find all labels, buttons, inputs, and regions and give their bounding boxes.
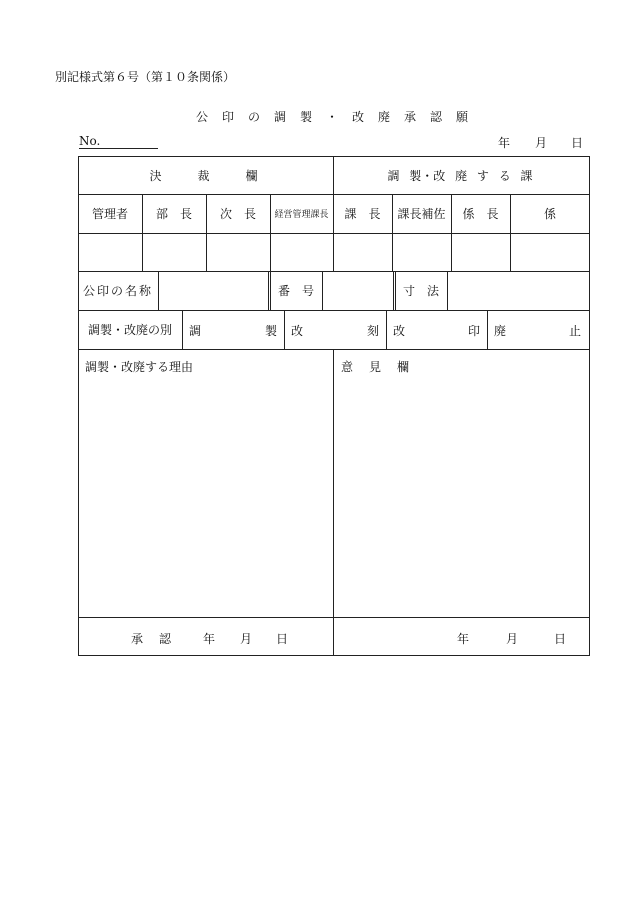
- opinion-section[interactable]: [334, 350, 589, 616]
- role-staff: 係: [543, 207, 556, 221]
- type-reseal-left: 改: [393, 324, 406, 338]
- approval-label: 承 認: [131, 632, 174, 646]
- opinion-month-label: 月: [506, 632, 519, 646]
- number-field[interactable]: [323, 272, 392, 309]
- size-field-label: 寸 法: [402, 284, 439, 298]
- seal-box-department-head[interactable]: [143, 234, 205, 270]
- approval-year-label: 年: [203, 632, 216, 646]
- form-title: 公印の調製・改廃承認願: [196, 110, 483, 124]
- department-column-header: 調 製･改 廃 す る 課: [387, 168, 536, 183]
- type-option-recarve[interactable]: [284, 310, 386, 349]
- role-deputy: 次 長: [219, 207, 256, 221]
- size-field[interactable]: [448, 272, 589, 309]
- type-recarve-left: 改: [291, 324, 304, 338]
- opinion-day-label: 日: [554, 632, 567, 646]
- role-management-section-chief: 経営管理課長: [274, 210, 329, 220]
- reason-label: 調製・改廃する理由: [85, 360, 194, 374]
- name-col-4: [393, 271, 394, 310]
- form-reference: 別記様式第６号（第１０条関係）: [55, 70, 236, 84]
- seal-box-assistant-chief[interactable]: [393, 234, 450, 270]
- name-col-2: [268, 271, 269, 310]
- type-recarve-right: 刻: [366, 324, 379, 338]
- seal-name-label: 公印の名称: [82, 284, 153, 298]
- header-day-label: 日: [571, 136, 584, 150]
- seal-box-unit-chief[interactable]: [452, 234, 509, 270]
- type-create-left: 調: [189, 324, 202, 338]
- number-underline: [79, 148, 158, 149]
- seal-name-field[interactable]: [159, 272, 267, 309]
- role-assistant-chief: 課長補佐: [397, 207, 446, 221]
- reason-section[interactable]: [79, 350, 332, 616]
- number-label: No.: [79, 134, 101, 148]
- header-month-label: 月: [535, 136, 548, 150]
- type-reseal-right: 印: [467, 324, 480, 338]
- type-create-right: 製: [264, 324, 277, 338]
- decision-column-header: 決 裁 欄: [149, 168, 262, 183]
- type-abolish-left: 廃: [494, 324, 507, 338]
- type-label: 調製・改廃の別: [87, 323, 172, 337]
- approval-day-label: 日: [276, 632, 289, 646]
- header-year-label: 年: [498, 136, 511, 150]
- seal-box-section-chief[interactable]: [334, 234, 391, 270]
- role-department-head: 部 長: [155, 207, 192, 221]
- role-unit-chief: 係 長: [462, 207, 499, 221]
- number-field-label: 番 号: [277, 284, 314, 298]
- seal-box-management-section-chief[interactable]: [271, 234, 332, 270]
- approval-month-label: 月: [240, 632, 253, 646]
- seal-box-deputy[interactable]: [207, 234, 269, 270]
- seal-box-manager[interactable]: [79, 234, 141, 270]
- seal-box-staff[interactable]: [511, 234, 589, 270]
- role-section-chief: 課 長: [344, 207, 381, 221]
- type-option-create[interactable]: [182, 310, 284, 349]
- type-abolish-right: 止: [568, 324, 581, 338]
- opinion-label: 意 見 欄: [341, 360, 412, 374]
- type-option-abolish[interactable]: [487, 310, 590, 349]
- rule-6: [78, 617, 590, 618]
- role-manager: 管理者: [91, 207, 128, 221]
- type-option-reseal[interactable]: [386, 310, 487, 349]
- opinion-year-label: 年: [457, 632, 470, 646]
